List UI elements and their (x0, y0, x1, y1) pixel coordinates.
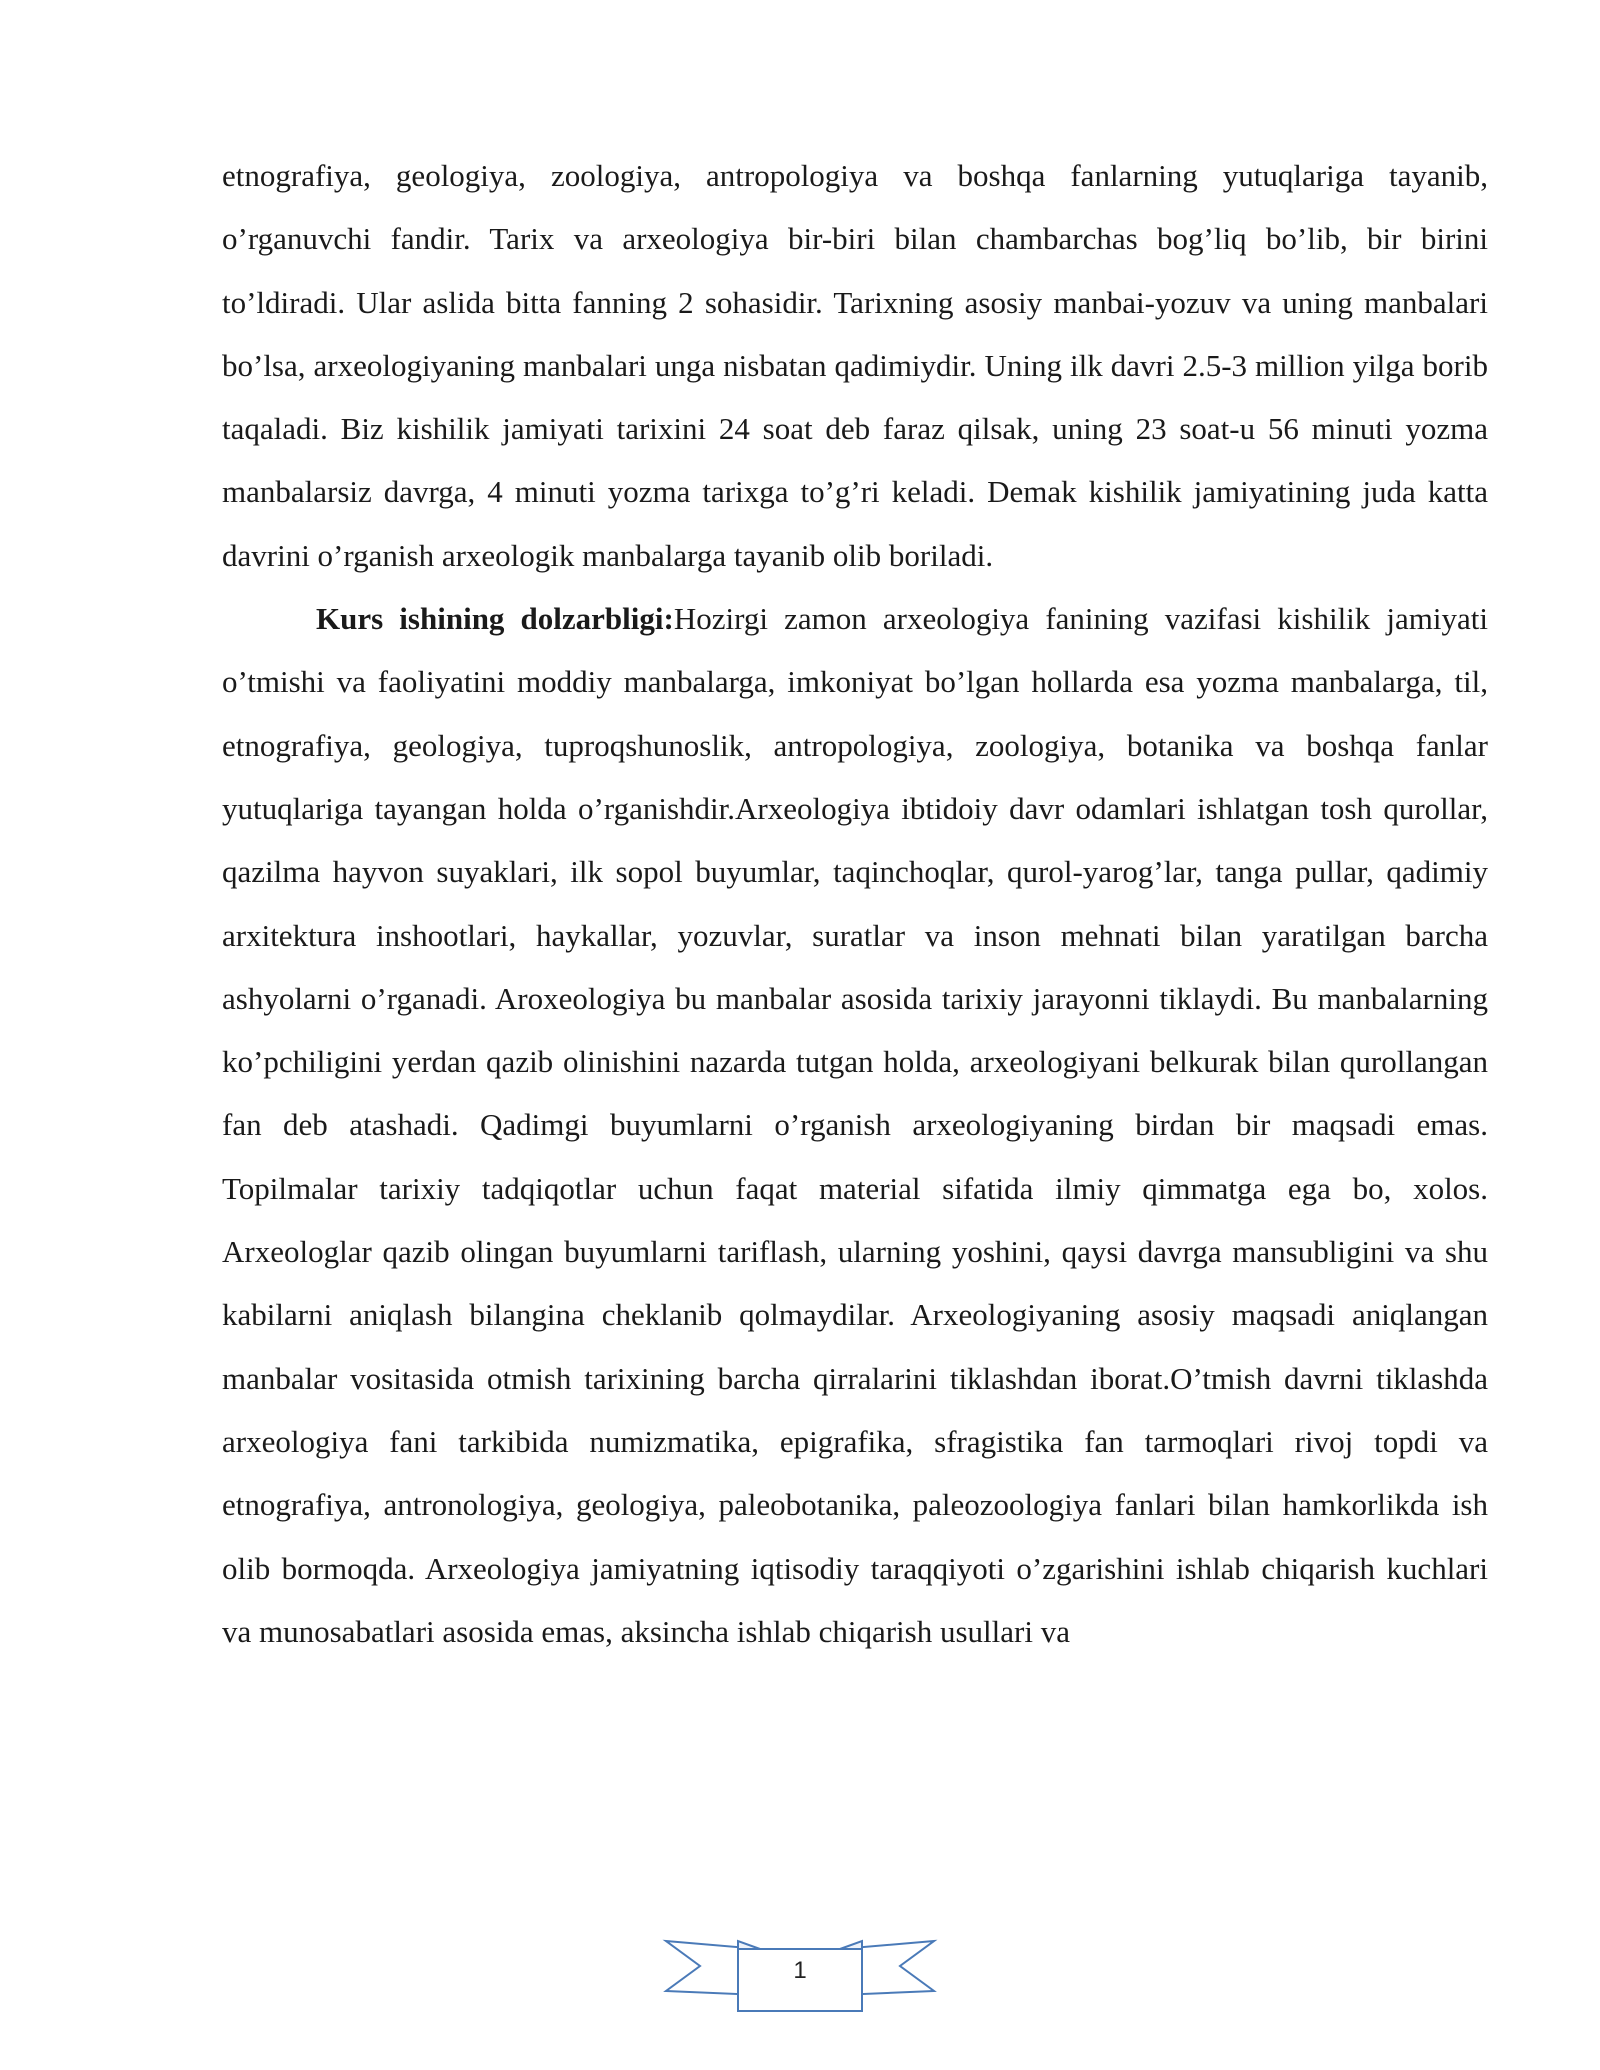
paragraph-2-lead: Kurs ishining dolzarbligi: (316, 601, 674, 637)
paragraph-2 (222, 587, 1488, 1663)
body-text (222, 144, 1488, 1663)
page-number: 1 (793, 1957, 807, 1984)
paragraph-2-body: Hozirgi zamon arxeologiya fanining vazifasi kishilik jamiyati o’tmishi va faoliyatini moddiy manbalarga, imkoniyat bo’lgan hollarda esa yozma manbalarga, til, etnografiya, geologiya, tuproqshunoslik, antropologiya, zoologiya, botanika va boshqa fanlar yutuqlariga tayangan holda o’rganishdir.Arxeologiya ibtidoiy davr odamlari ishlatgan tosh qurollar, qazilma hayvon suyaklari, ilk sopol buyumlar, taqinchoqlar, qurol-yarog’lar, tanga pullar, qadimiy arxitektura inshootlari, haykallar, yozuvlar, suratlar va inson mehnati bilan yaratilgan barcha ashyolarni o’rganadi. Aroxeologiya bu manbalar asosida tarixiy jarayonni tiklaydi. Bu manbalarning ko’pchiligini yerdan qazib olinishini nazarda tutgan holda, arxeologiyani belkurak bilan qurollangan fan deb atashadi. Qadimgi buyumlarni o’rganish arxeologiyaning birdan bir maqsadi emas. Topilmalar tarixiy tadqiqotlar uchun faqat material sifatida ilmiy qimmatga ega bo, xolos. Arxeologlar qazib olingan buyumlarni tariflash, ularning yoshini, qaysi davrga mansubligini va shu kabilarni aniqlash bilangina cheklanib qolmaydilar. Arxeologiyaning asosiy maqsadi aniqlangan manbalar vositasida otmish tarixining barcha qirralarini tiklashdan iborat.O’tmish davrni tiklashda arxeologiya fani tarkibida numizmatika, epigrafika, sfragistika fan tarmoqlari rivoj topdi va etnografiya, antronologiya, geologiya, paleobotanika, paleozoologiya fanlari bilan hamkorlikda ish olib bormoqda. Arxeologiya jamiyatning iqtisodiy taraqqiyoti o’zgarishini ishlab chiqarish kuchlari va munosabatlari asosida emas, aksincha ishlab chiqarish usullari va (222, 601, 1489, 1649)
paragraph-1: etnografiya, geologiya, zoologiya, antropologiya va boshqa fanlarning yutuqlariga tayanib, o’rganuvchi fandir. Tarix va arxeologiya bir-biri bilan chambarchas bog’liq bo’lib, bir birini to’ldiradi. Ular aslida bitta fanning 2 sohasidir. Tarixning asosiy manbai-yozuv va uning manbalari bo’lsa, arxeologiyaning manbalari unga nisbatan qadimiydir. Uning ilk davri 2.5-3 million yilga borib taqaladi. Biz kishilik jamiyati tarixini 24 soat deb faraz qilsak, uning 23 soat-u 56 minuti yozma manbalarsiz davrga, 4 minuti yozma tarixga to’g’ri keladi. Demak kishilik jamiyatining juda katta davrini o’rganish arxeologik manbalarga tayanib olib boriladi. (222, 158, 1488, 573)
page-footer (660, 1935, 940, 2017)
